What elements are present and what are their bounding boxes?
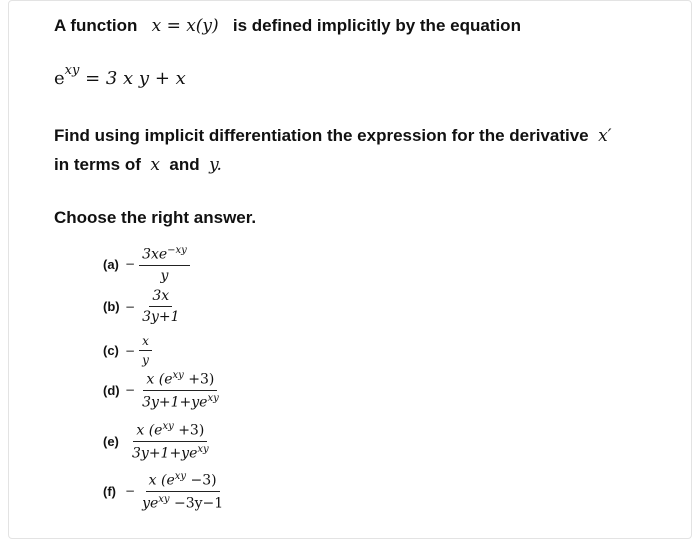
option-sign: − xyxy=(125,299,136,314)
fraction-numerator: x $(e^{xy} +3)$ xyxy=(133,421,207,442)
option-sign: − xyxy=(125,257,136,272)
derivative-symbol: x′ xyxy=(598,126,612,146)
fraction-numerator: $3xe^{-xy}$ xyxy=(139,245,190,266)
option-fraction xyxy=(139,334,152,367)
option-b[interactable] xyxy=(103,288,183,325)
option-sign: − xyxy=(125,484,136,499)
option-fraction xyxy=(139,245,190,284)
option-f[interactable] xyxy=(103,471,226,511)
option-label: (c) xyxy=(103,343,119,358)
fraction-denominator: $3y+1+ye^{xy}$ xyxy=(142,392,219,411)
fraction-denominator: $3y+1+ye^{xy}$ xyxy=(132,443,209,462)
intro-prefix: A function xyxy=(54,16,138,35)
fraction-numerator: x $(e^{xy} +3)$ xyxy=(143,370,217,391)
option-label: (b) xyxy=(103,299,120,314)
equation-rhs: = 3 x y + x xyxy=(85,68,186,89)
option-c[interactable] xyxy=(103,334,152,367)
option-sign: − xyxy=(125,383,136,398)
option-sign: − xyxy=(125,343,136,358)
option-fraction xyxy=(139,288,182,325)
option-fraction xyxy=(139,471,226,511)
question-text: Find using implicit differentiation the expression for the derivative xyxy=(54,126,589,145)
fraction-denominator: y xyxy=(160,267,169,284)
fraction-denominator: $ye^{xy} -3y-1$ xyxy=(142,493,224,512)
implicit-equation xyxy=(54,63,186,89)
choose-heading: Choose the right answer. xyxy=(54,208,257,227)
option-a[interactable] xyxy=(103,245,190,284)
question-line2-prefix: in terms of xyxy=(54,155,141,174)
var-y: y. xyxy=(209,155,222,175)
option-e[interactable] xyxy=(103,421,212,461)
equation-lhs-exponent: xy xyxy=(64,63,80,78)
option-label: (e) xyxy=(103,433,119,449)
question-line-1 xyxy=(54,126,612,146)
option-fraction xyxy=(139,370,222,410)
option-label: (d) xyxy=(103,382,120,398)
fraction-numerator: x xyxy=(139,334,152,351)
question-line-2 xyxy=(54,155,222,175)
option-label: (a) xyxy=(103,256,119,272)
fraction-denominator: y xyxy=(142,353,149,367)
option-label: (f) xyxy=(103,483,116,499)
option-d[interactable] xyxy=(103,370,222,410)
equation-lhs-base: e xyxy=(54,68,65,89)
function-expression: x = x(y) xyxy=(151,16,219,36)
var-x: x xyxy=(150,155,160,175)
intro-suffix: is defined implicitly by the equation xyxy=(232,16,521,35)
question-line2-and: and xyxy=(169,155,200,174)
fraction-numerator: 3x xyxy=(149,288,172,307)
intro-text xyxy=(54,16,521,36)
fraction-numerator: x $(e^{xy} -3)$ xyxy=(146,471,220,492)
option-fraction xyxy=(129,421,212,461)
fraction-denominator: 3y+1 xyxy=(142,309,180,325)
